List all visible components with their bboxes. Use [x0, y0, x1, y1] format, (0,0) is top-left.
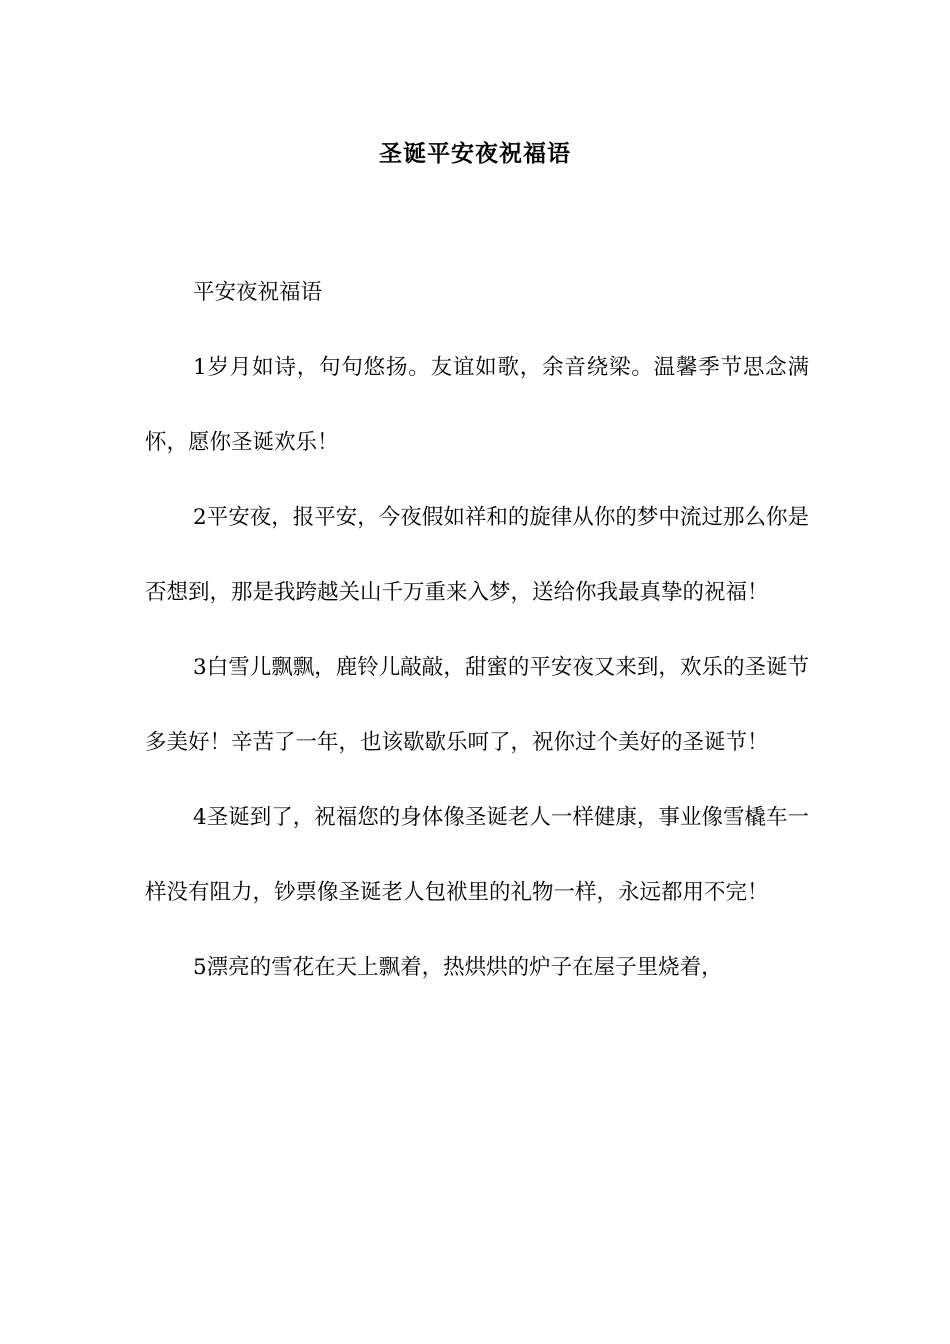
paragraph-4: 4圣诞到了，祝福您的身体像圣诞老人一样健康，事业像雪橇车一样没有阻力，钞票像圣诞老人包袱里的礼物一样，永远都用不完！ [145, 805, 809, 905]
paragraph-1: 1岁月如诗，句句悠扬。友谊如歌，余音绕梁。温馨季节思念满怀，愿你圣诞欢乐！ [145, 355, 809, 455]
paragraph-2: 2平安夜，报平安，今夜假如祥和的旋律从你的梦中流过那么你是否想到，那是我跨越关山千万重来入梦，送给你我最真挚的祝福！ [145, 505, 809, 605]
document-body [145, 255, 809, 1005]
paragraph-5: 5漂亮的雪花在天上飘着，热烘烘的炉子在屋子里烧着， [193, 955, 723, 980]
paragraph-3: 3白雪儿飘飘，鹿铃儿敲敲，甜蜜的平安夜又来到，欢乐的圣诞节多美好！辛苦了一年，也该歇歇乐呵了，祝你过个美好的圣诞节！ [145, 655, 809, 755]
document-title: 圣诞平安夜祝福语 [379, 140, 571, 167]
paragraph-heading: 平安夜祝福语 [193, 280, 323, 305]
